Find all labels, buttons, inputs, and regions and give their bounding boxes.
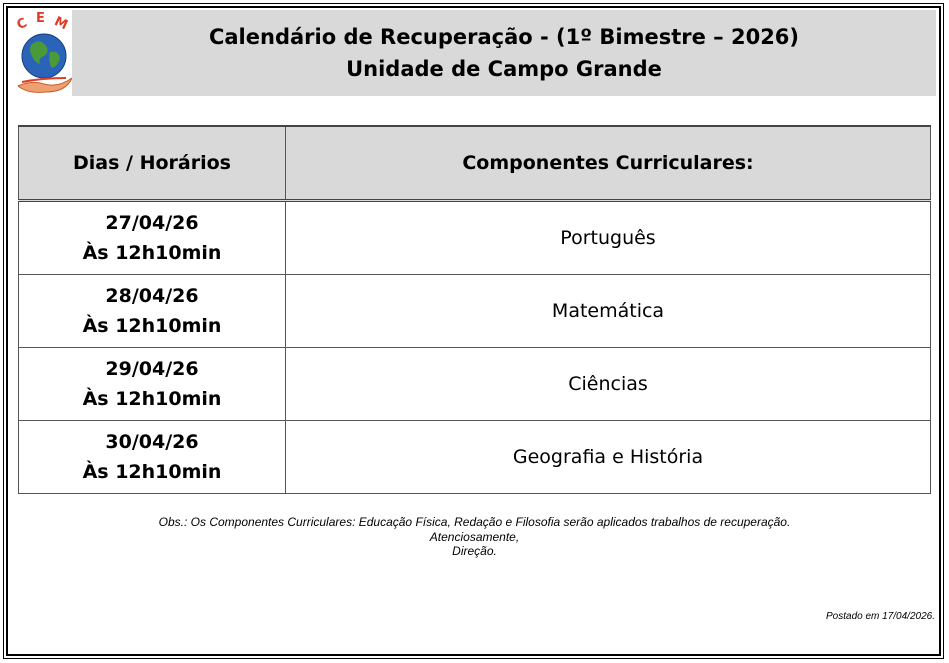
title-line-2: Unidade de Campo Grande bbox=[346, 57, 662, 81]
table-row bbox=[19, 201, 931, 275]
date-text: 30/04/26 bbox=[105, 431, 199, 453]
table-header-row bbox=[19, 126, 931, 201]
subject-cell: Português bbox=[286, 201, 931, 275]
time-text: Às 12h10min bbox=[82, 315, 222, 337]
observation-note: Obs.: Os Componentes Curriculares: Educação Física, Redação e Filosofia serão aplicados trabalhos de recuperação. bbox=[158, 515, 791, 529]
svg-text:C: C bbox=[14, 15, 30, 34]
date-time-cell bbox=[19, 275, 286, 348]
time-text: Às 12h10min bbox=[82, 242, 222, 264]
subject-cell: Geografia e História bbox=[286, 421, 931, 494]
subject-cell: Ciências bbox=[286, 348, 931, 421]
time-text: Às 12h10min bbox=[82, 461, 222, 483]
date-time-cell bbox=[19, 348, 286, 421]
school-logo bbox=[12, 12, 76, 102]
table-row bbox=[19, 275, 931, 348]
column-header-days: Dias / Horários bbox=[19, 126, 286, 201]
table-row bbox=[19, 421, 931, 494]
column-header-subjects: Componentes Curriculares: bbox=[286, 126, 931, 201]
date-time-cell bbox=[19, 421, 286, 494]
subject-cell: Matemática bbox=[286, 275, 931, 348]
title-line-1: Calendário de Recuperação - (1º Bimestre – 2026) bbox=[208, 25, 800, 49]
svg-text:M: M bbox=[51, 14, 70, 34]
time-text: Às 12h10min bbox=[82, 388, 222, 410]
posted-date: Postado em 17/04/2026. bbox=[826, 611, 935, 622]
closing-text: Atenciosamente, bbox=[429, 530, 520, 544]
signature-text: Direção. bbox=[452, 544, 497, 558]
title-banner bbox=[72, 10, 936, 96]
date-text: 27/04/26 bbox=[105, 212, 199, 234]
date-text: 28/04/26 bbox=[105, 285, 199, 307]
schedule-table bbox=[18, 125, 931, 494]
svg-text:E: E bbox=[36, 12, 45, 26]
date-text: 29/04/26 bbox=[105, 358, 199, 380]
date-time-cell bbox=[19, 201, 286, 275]
table-row bbox=[19, 348, 931, 421]
